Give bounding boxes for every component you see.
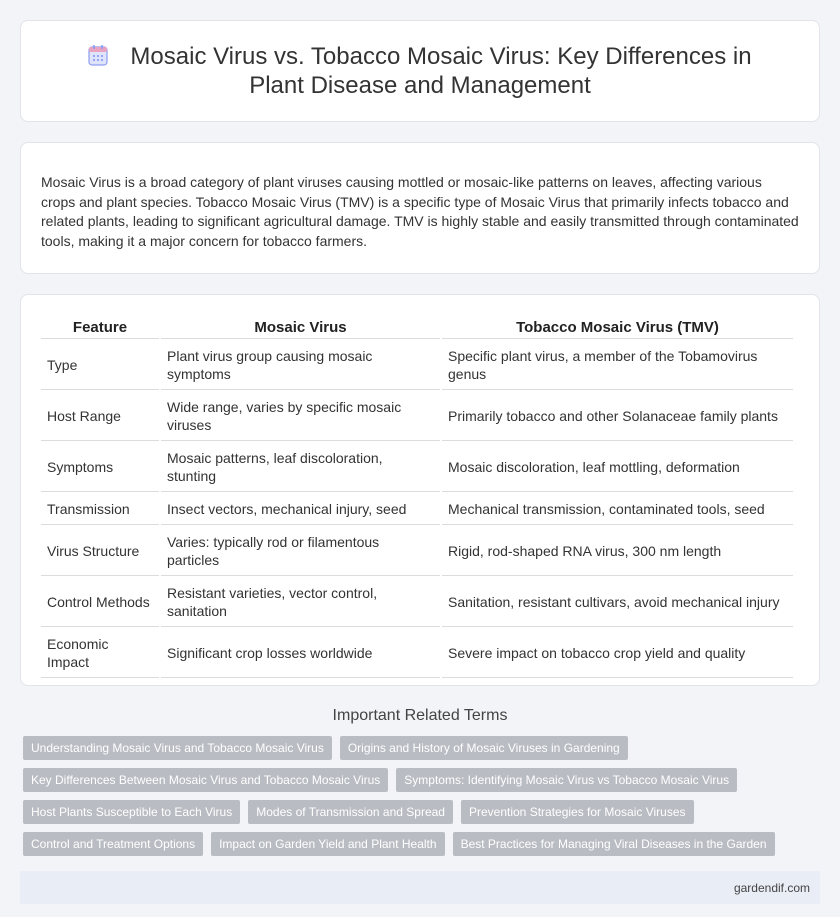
cell-mosaic: Insect vectors, mechanical injury, seed	[161, 494, 440, 525]
related-tag[interactable]: Impact on Garden Yield and Plant Health	[211, 832, 444, 856]
related-tag[interactable]: Origins and History of Mosaic Viruses in Gardening	[340, 736, 628, 760]
page-title: Mosaic Virus vs. Tobacco Mosaic Virus: Key Differences in Plant Disease and Management	[130, 43, 752, 99]
cell-mosaic: Varies: typically rod or filamentous particles	[161, 527, 440, 576]
table-row	[41, 392, 793, 441]
related-tag[interactable]: Modes of Transmission and Spread	[248, 800, 453, 824]
related-tag[interactable]: Best Practices for Managing Viral Diseases in the Garden	[453, 832, 775, 856]
related-tag[interactable]: Prevention Strategies for Mosaic Viruses	[461, 800, 694, 824]
related-tag[interactable]: Control and Treatment Options	[23, 832, 203, 856]
cell-tmv: Rigid, rod-shaped RNA virus, 300 nm length	[442, 527, 793, 576]
cell-mosaic: Resistant varieties, vector control, sanitation	[161, 578, 440, 627]
cell-tmv: Mechanical transmission, contaminated tools, seed	[442, 494, 793, 525]
comparison-card	[20, 294, 820, 686]
cell-mosaic: Mosaic patterns, leaf discoloration, stunting	[161, 443, 440, 492]
calendar-icon	[88, 44, 108, 66]
cell-feature: Economic Impact	[41, 629, 159, 678]
related-tag[interactable]: Understanding Mosaic Virus and Tobacco Mosaic Virus	[23, 736, 332, 760]
cell-feature: Host Range	[41, 392, 159, 441]
cell-feature: Control Methods	[41, 578, 159, 627]
header-mosaic-virus: Mosaic Virus	[161, 317, 440, 339]
cell-feature: Symptoms	[41, 443, 159, 492]
intro-paragraph: Mosaic Virus is a broad category of plant viruses causing mottled or mosaic-like patterns on leaves, affecting various crops and plant species. Tobacco Mosaic Virus (TMV) is a specific type of Mosaic Virus that primarily infects tobacco and related plants, leading to significant agricultural damage. TMV is highly stable and easily transmitted through contaminated tools, making it a major concern for tobacco farmers.	[41, 174, 799, 249]
cell-tmv: Severe impact on tobacco crop yield and quality	[442, 629, 793, 678]
table-row	[41, 629, 793, 678]
cell-tmv: Sanitation, resistant cultivars, avoid mechanical injury	[442, 578, 793, 627]
cell-feature: Virus Structure	[41, 527, 159, 576]
cell-feature: Transmission	[41, 494, 159, 525]
related-tag[interactable]: Host Plants Susceptible to Each Virus	[23, 800, 240, 824]
cell-tmv: Specific plant virus, a member of the Tobamovirus genus	[442, 341, 793, 390]
cell-mosaic: Wide range, varies by specific mosaic viruses	[161, 392, 440, 441]
header-tmv: Tobacco Mosaic Virus (TMV)	[442, 317, 793, 339]
intro-card	[20, 142, 820, 274]
table-row	[41, 494, 793, 525]
table-row	[41, 527, 793, 576]
cell-mosaic: Plant virus group causing mosaic symptoms	[161, 341, 440, 390]
title-card	[20, 20, 820, 122]
comparison-table	[39, 315, 795, 680]
footer-site[interactable]: gardendif.com	[733, 880, 810, 895]
footer	[20, 871, 820, 904]
related-tags	[20, 736, 820, 856]
cell-tmv: Primarily tobacco and other Solanaceae family plants	[442, 392, 793, 441]
cell-feature: Type	[41, 341, 159, 390]
table-row	[41, 578, 793, 627]
related-tag[interactable]: Symptoms: Identifying Mosaic Virus vs Tobacco Mosaic Virus	[396, 768, 737, 792]
title-wrap	[61, 42, 779, 100]
table-header-row	[41, 317, 793, 339]
cell-tmv: Mosaic discoloration, leaf mottling, deformation	[442, 443, 793, 492]
header-feature: Feature	[41, 317, 159, 339]
table-row	[41, 443, 793, 492]
related-tag[interactable]: Key Differences Between Mosaic Virus and Tobacco Mosaic Virus	[23, 768, 388, 792]
related-heading: Important Related Terms	[332, 707, 508, 724]
cell-mosaic: Significant crop losses worldwide	[161, 629, 440, 678]
related-terms	[20, 707, 820, 856]
table-row	[41, 341, 793, 390]
